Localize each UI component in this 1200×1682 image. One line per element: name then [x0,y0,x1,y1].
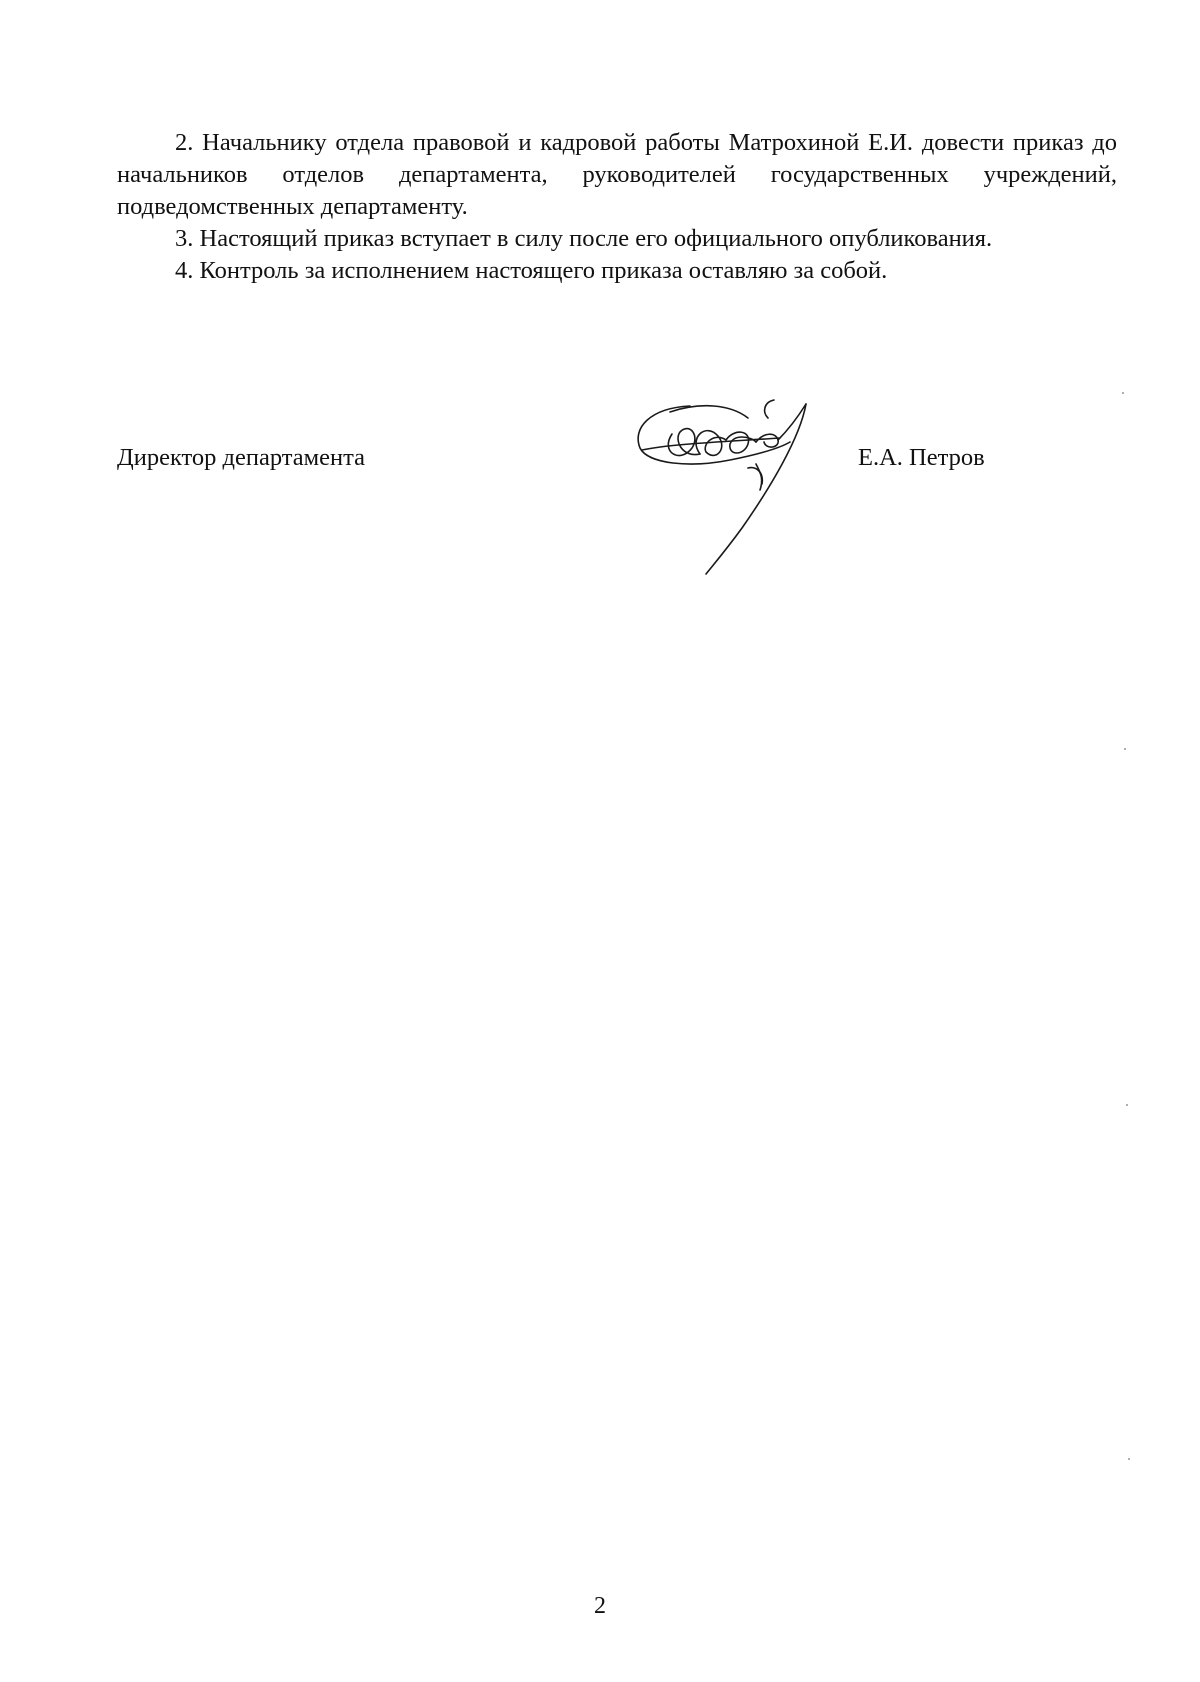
page-number: 2 [594,1593,606,1619]
paragraph-3: 3. Настоящий приказ вступает в силу после его официального опубликования. [175,225,993,252]
signatory-name: Е.А. Петров [858,444,985,471]
paragraph-4: 4. Контроль за исполнением настоящего приказа оставляю за собой. [175,257,888,284]
paragraph-2: 2. Начальнику отдела правовой и кадровой работы Матрохиной Е.И. довести приказ до начальников отделов департамента, руководителей государственных учреждений, подведомственных департаменту. [117,129,1117,220]
scan-dot [1128,1458,1130,1460]
signatory-position: Директор департамента [117,444,366,471]
scan-dot [1122,392,1124,394]
signature-block [0,0,1200,600]
handwritten-signature [630,398,850,578]
scan-dot [1126,1104,1128,1106]
scan-dot [1124,748,1126,750]
